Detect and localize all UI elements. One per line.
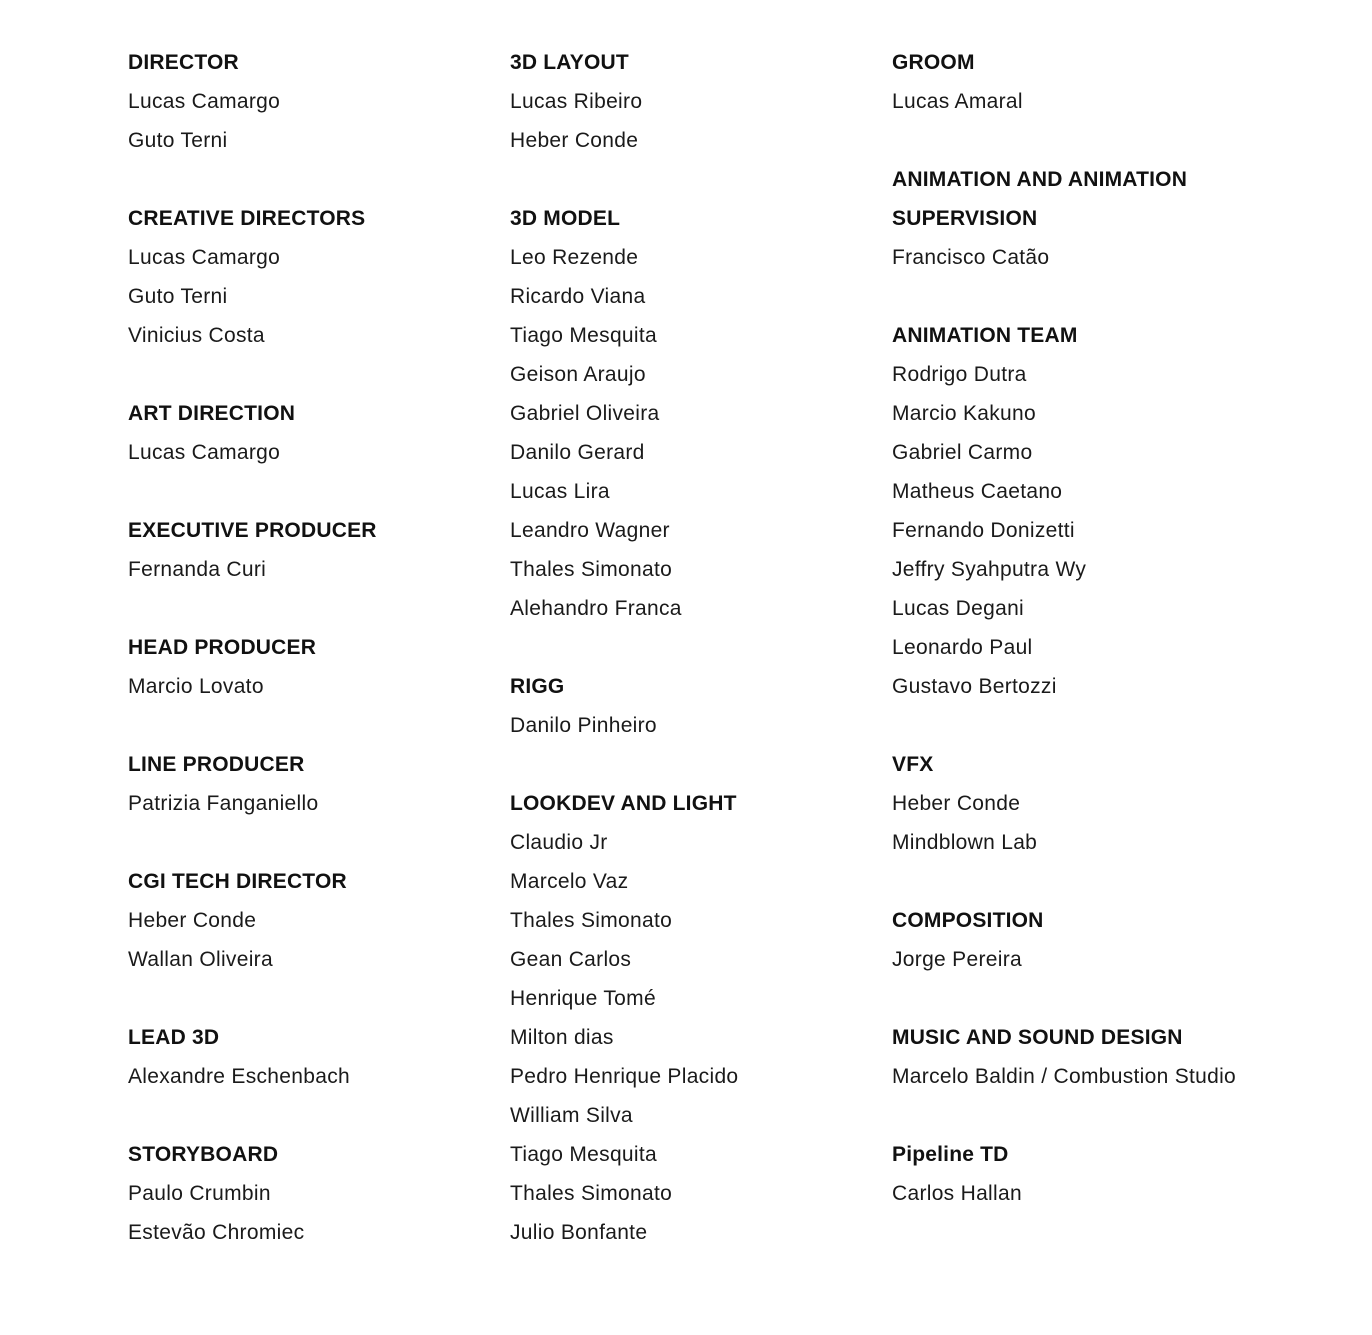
credit-name: Lucas Ribeiro xyxy=(510,90,643,113)
credit-name: Lucas Lira xyxy=(510,480,610,503)
credit-role: 3D MODEL xyxy=(510,207,621,230)
credit-name: Thales Simonato xyxy=(510,909,673,932)
credit-section xyxy=(128,43,488,160)
credit-name: Danilo Pinheiro xyxy=(510,714,657,737)
credit-name: Marcio Lovato xyxy=(128,675,264,698)
credit-names xyxy=(892,238,1242,277)
credit-section xyxy=(892,316,1242,706)
credit-name: Lucas Degani xyxy=(892,597,1025,620)
credit-role: CREATIVE DIRECTORS xyxy=(128,207,366,230)
credit-role: LOOKDEV AND LIGHT xyxy=(510,792,737,815)
credit-name: Heber Conde xyxy=(510,129,639,152)
credit-name: Thales Simonato xyxy=(510,1182,673,1205)
credit-name: Marcio Kakuno xyxy=(892,402,1036,425)
credit-name: Guto Terni xyxy=(128,285,228,308)
credit-section xyxy=(892,745,1242,862)
credit-names xyxy=(510,82,870,160)
credit-name: Patrizia Fanganiello xyxy=(128,792,319,815)
credit-names xyxy=(128,901,488,979)
credit-names xyxy=(128,784,488,823)
credit-name: Estevão Chromiec xyxy=(128,1221,305,1244)
credit-section xyxy=(128,862,488,979)
credit-name: Pedro Henrique Placido xyxy=(510,1065,739,1088)
credit-section xyxy=(892,1018,1242,1096)
credit-name: Heber Conde xyxy=(892,792,1021,815)
credits-column-2 xyxy=(510,43,870,1291)
credit-name: Gabriel Carmo xyxy=(892,441,1033,464)
credits-list xyxy=(0,43,1372,1303)
credit-section xyxy=(892,43,1242,121)
credit-name: Gean Carlos xyxy=(510,948,632,971)
credit-names xyxy=(892,784,1242,862)
credit-name: Marcelo Vaz xyxy=(510,870,629,893)
credit-name: Fernando Donizetti xyxy=(892,519,1075,542)
credit-role: ANIMATION AND ANIMATION SUPERVISION xyxy=(892,168,1188,230)
credit-names xyxy=(892,940,1242,979)
credit-name: Julio Bonfante xyxy=(510,1221,648,1244)
credits-column-1 xyxy=(128,43,488,1291)
credit-name: Mindblown Lab xyxy=(892,831,1038,854)
credit-name: Gustavo Bertozzi xyxy=(892,675,1057,698)
credit-names xyxy=(128,433,488,472)
credit-section xyxy=(128,1135,488,1252)
credit-names xyxy=(510,238,870,628)
credit-name: Milton dias xyxy=(510,1026,614,1049)
credit-role: DIRECTOR xyxy=(128,51,239,74)
credit-role: EXECUTIVE PRODUCER xyxy=(128,519,377,542)
credit-names xyxy=(128,238,488,355)
credit-name: Lucas Camargo xyxy=(128,90,281,113)
credit-name: Paulo Crumbin xyxy=(128,1182,271,1205)
credit-name: Lucas Camargo xyxy=(128,246,281,269)
credit-name: Matheus Caetano xyxy=(892,480,1063,503)
credit-role: Pipeline TD xyxy=(892,1143,1009,1166)
credit-name: Lucas Camargo xyxy=(128,441,281,464)
credit-section xyxy=(510,43,870,160)
credit-role: ANIMATION TEAM xyxy=(892,324,1078,347)
credit-role: LINE PRODUCER xyxy=(128,753,305,776)
credit-role: ART DIRECTION xyxy=(128,402,296,425)
credit-name: Fernanda Curi xyxy=(128,558,267,581)
credit-section xyxy=(892,1135,1242,1213)
credit-section xyxy=(128,394,488,472)
credit-name: Leo Rezende xyxy=(510,246,639,269)
credit-role: VFX xyxy=(892,753,934,776)
credit-names xyxy=(128,1174,488,1252)
credit-name: Lucas Amaral xyxy=(892,90,1023,113)
credit-role: STORYBOARD xyxy=(128,1143,279,1166)
credit-role: GROOM xyxy=(892,51,975,74)
credit-name: Alehandro Franca xyxy=(510,597,682,620)
credit-role: HEAD PRODUCER xyxy=(128,636,317,659)
credit-section xyxy=(892,160,1242,277)
credits-column-3 xyxy=(892,43,1242,1252)
credit-section xyxy=(510,784,870,1252)
credit-section xyxy=(510,667,870,745)
credit-name: Alexandre Eschenbach xyxy=(128,1065,350,1088)
credit-names xyxy=(510,706,870,745)
credit-names xyxy=(128,550,488,589)
credit-role: CGI TECH DIRECTOR xyxy=(128,870,347,893)
credit-section xyxy=(128,745,488,823)
credit-name: Claudio Jr xyxy=(510,831,608,854)
credit-name: Carlos Hallan xyxy=(892,1182,1022,1205)
credit-name: William Silva xyxy=(510,1104,633,1127)
credit-name: Henrique Tomé xyxy=(510,987,656,1010)
credit-names xyxy=(128,667,488,706)
credit-name: Marcelo Baldin / Combustion Studio xyxy=(892,1065,1237,1088)
credit-names xyxy=(892,82,1242,121)
credit-name: Jeffry Syahputra Wy xyxy=(892,558,1087,581)
credit-name: Thales Simonato xyxy=(510,558,673,581)
credit-name: Tiago Mesquita xyxy=(510,1143,657,1166)
credit-role: RIGG xyxy=(510,675,565,698)
credit-section xyxy=(128,1018,488,1096)
credit-names xyxy=(128,1057,488,1096)
credit-names xyxy=(892,1057,1242,1096)
credit-name: Leandro Wagner xyxy=(510,519,670,542)
credit-names xyxy=(892,355,1242,706)
credit-name: Jorge Pereira xyxy=(892,948,1022,971)
credit-names xyxy=(128,82,488,160)
credit-name: Danilo Gerard xyxy=(510,441,645,464)
credit-role: COMPOSITION xyxy=(892,909,1044,932)
credit-name: Francisco Catão xyxy=(892,246,1050,269)
credit-section xyxy=(892,901,1242,979)
credit-name: Wallan Oliveira xyxy=(128,948,273,971)
credit-name: Vinicius Costa xyxy=(128,324,265,347)
credit-name: Guto Terni xyxy=(128,129,228,152)
credit-section xyxy=(128,199,488,355)
credit-name: Rodrigo Dutra xyxy=(892,363,1027,386)
credit-role: LEAD 3D xyxy=(128,1026,220,1049)
credit-name: Geison Araujo xyxy=(510,363,646,386)
credit-name: Tiago Mesquita xyxy=(510,324,657,347)
credit-name: Leonardo Paul xyxy=(892,636,1033,659)
credit-role: 3D LAYOUT xyxy=(510,51,629,74)
credit-name: Heber Conde xyxy=(128,909,257,932)
credit-names xyxy=(892,1174,1242,1213)
credit-section xyxy=(128,511,488,589)
credit-name: Ricardo Viana xyxy=(510,285,646,308)
credit-section xyxy=(510,199,870,628)
credit-role: MUSIC AND SOUND DESIGN xyxy=(892,1026,1183,1049)
credit-section xyxy=(128,628,488,706)
credit-name: Gabriel Oliveira xyxy=(510,402,660,425)
credit-names xyxy=(510,823,870,1252)
